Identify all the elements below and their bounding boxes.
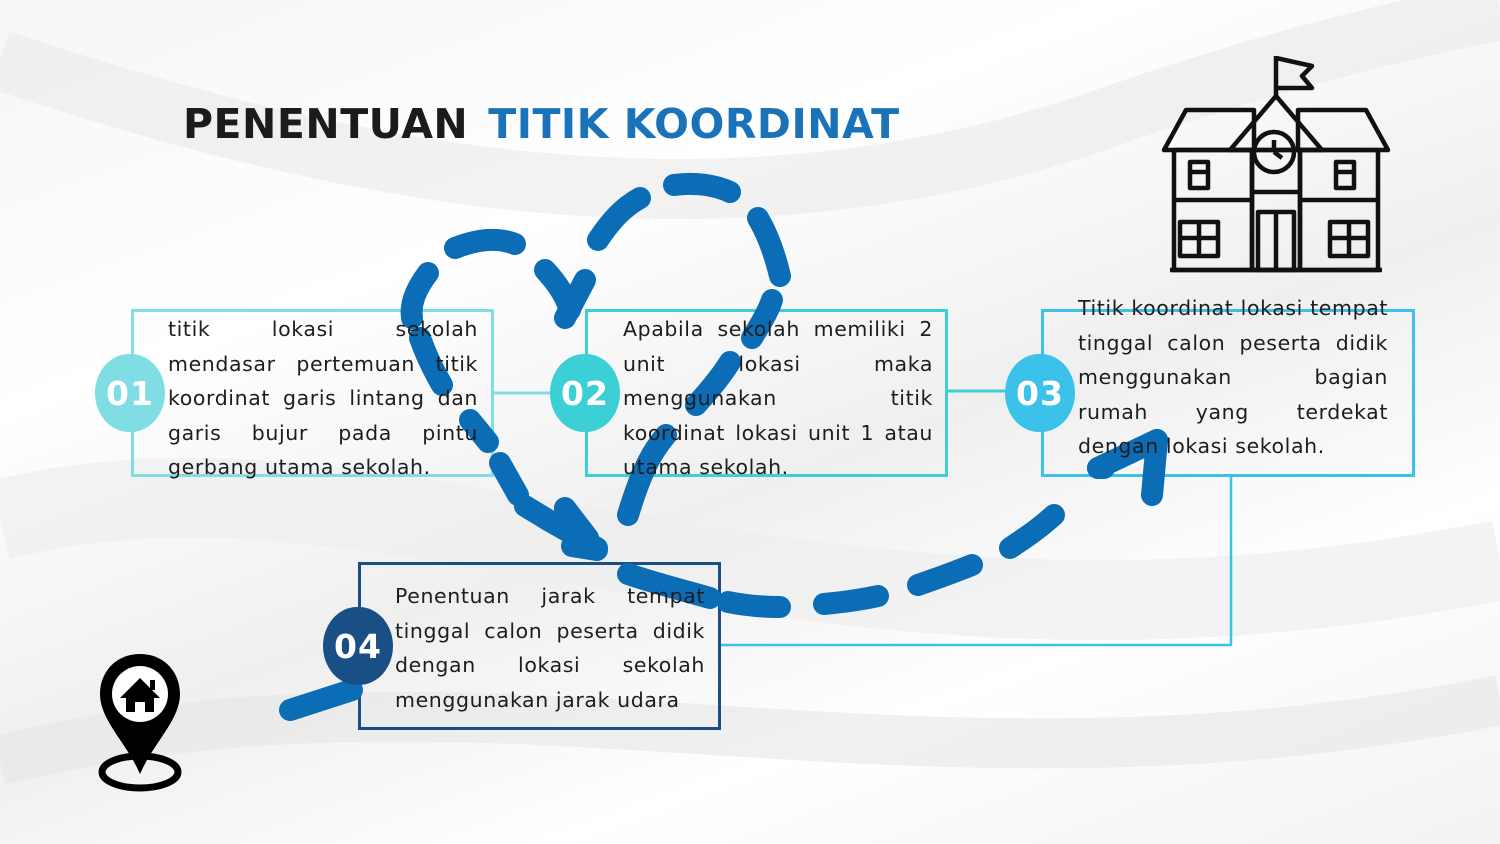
step-2-number-badge: 02 <box>550 354 620 432</box>
step-3-text: Titik koordinat lokasi tempat tinggal calon peserta didik menggunakan bagian rumah yang terdekat dengan lokasi sekolah. <box>1078 296 1388 458</box>
step-2-text: Apabila sekolah memiliki 2 unit lokasi maka menggunakan titik koordinat lokasi unit 1 atau utama sekolah. <box>623 317 933 479</box>
home-location-pin-icon <box>96 650 186 796</box>
school-building-icon <box>1160 52 1392 274</box>
title-part-blue: TITIK KOORDINAT <box>488 100 900 148</box>
step-1-number-badge: 01 <box>95 354 165 432</box>
step-3-number-badge: 03 <box>1005 354 1075 432</box>
title-part-dark: PENENTUAN <box>183 100 469 148</box>
step-1-text: titik lokasi sekolah mendasar pertemuan titik koordinat garis lintang dan garis bujur pada pintu gerbang utama sekolah. <box>168 317 478 479</box>
page-title <box>183 100 900 148</box>
step-4-text: Penentuan jarak tempat tinggal calon peserta didik dengan lokasi sekolah menggunakan jarak udara <box>395 584 705 712</box>
step-4-number-badge: 04 <box>323 607 393 685</box>
